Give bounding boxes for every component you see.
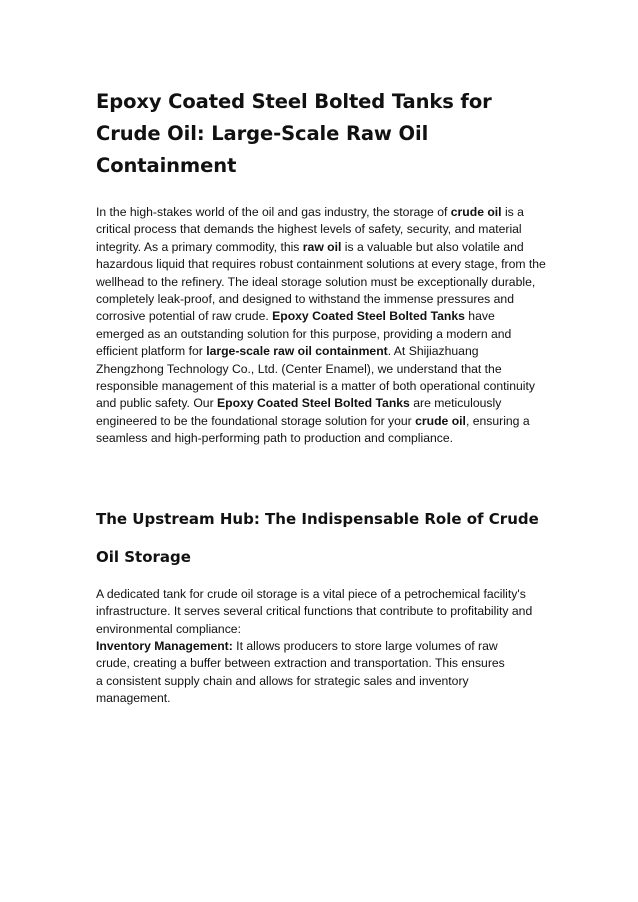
list-item-text: It allows producers to store large volumes of raw crude, creating a buffer between extraction and transportation. This ensures a consistent supply chain and allows for strategic sales and inventory management. [96,638,505,706]
intro-bold-product-name: Epoxy Coated Steel Bolted Tanks [217,396,410,411]
intro-paragraph [96,204,546,448]
intro-bold-crude-oil: crude oil [415,413,466,428]
intro-text: is a valuable but also volatile and hazardous liquid that requires robust containment solutions at every stage, from the wellhead to the refinery. The ideal storage solution must be exceptionally durable, completely leak-proof, and designed to withstand the immense pressures and corrosive potential of raw crude. [96,239,546,324]
page-title: Epoxy Coated Steel Bolted Tanks for Crude Oil: Large-Scale Raw Oil Containment [96,90,492,177]
intro-text: are meticulously engineered to be the foundational storage solution for your [96,396,502,428]
intro-text: In the high-stakes world of the oil and gas industry, the storage of [96,205,451,219]
intro-bold-product-name: Epoxy Coated Steel Bolted Tanks [272,309,465,324]
intro-bold-crude-oil: crude oil [450,205,502,219]
section-heading: The Upstream Hub: The Indispensable Role of Crude Oil Storage [96,509,539,566]
intro-text: is a critical process that demands the highest levels of safety, security, and material integrity. As a primary commodity, this [96,205,524,254]
intro-text: . At Shijiazhuang Zhengzhong Technology Co., Ltd. (Center Enamel), we understand that the responsible management of this material is a matter of both operational continuity and public safety. Our [96,344,535,411]
list-item [96,638,508,708]
document-page [96,86,546,708]
intro-text: , ensuring a seamless and high-performing path to production and compliance. [96,413,530,446]
section-intro-paragraph: A dedicated tank for crude oil storage is a vital piece of a petrochemical facility's infrastructure. It serves several critical functions that contribute to profitability and environmental compliance: [96,586,533,636]
list-item-label: Inventory Management: [96,638,233,653]
intro-bold-raw-oil: raw oil [302,239,342,254]
intro-bold-large-scale: large-scale raw oil containment [206,344,388,359]
intro-text: have emerged as an outstanding solution for this purpose, providing a modern and efficient platform for [96,309,512,359]
